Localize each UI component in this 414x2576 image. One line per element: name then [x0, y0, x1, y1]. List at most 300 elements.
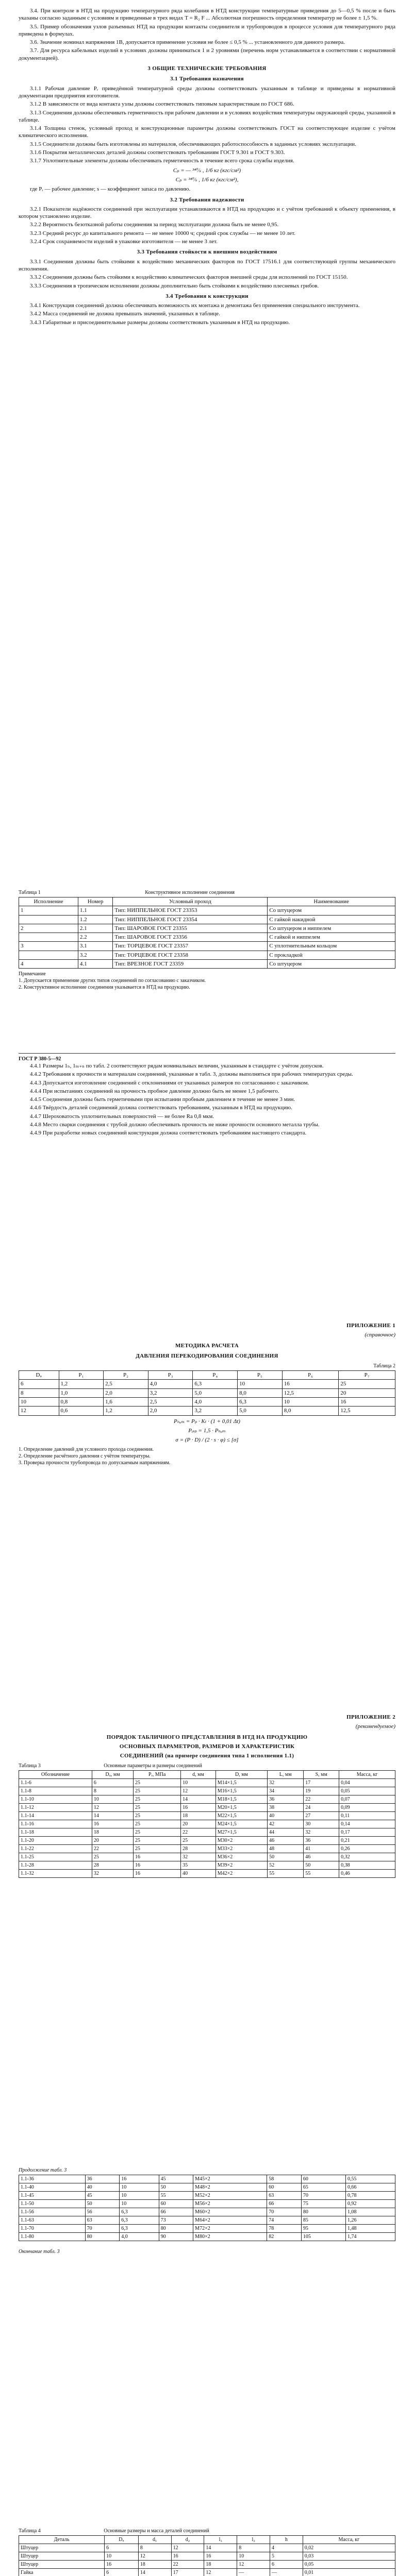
table-cell: 60 [267, 2183, 302, 2192]
table-cell: 10 [120, 2183, 159, 2192]
page-2-header: ГОСТ Р 380-5—92 [19, 1056, 61, 1062]
table-3-cont-label: Продолжение табл. 3 [19, 2167, 67, 2173]
table-cell: 10 [92, 1795, 133, 1804]
table-row [19, 924, 395, 933]
table-cell: 12 [181, 1787, 216, 1795]
table-cell: 6 [270, 2561, 303, 2569]
table-cell: 0,32 [339, 1853, 395, 1861]
table-row [19, 1406, 395, 1415]
table-cell: 5,0 [193, 1388, 238, 1397]
table-cell: Штуцер [19, 2561, 105, 2569]
table-row [19, 1795, 395, 1804]
column-header: L, мм [268, 1771, 304, 1779]
table-cell: 25 [134, 1787, 181, 1795]
table-3-title: Основные параметры и размеры соединений [104, 1763, 202, 1769]
table-cell: 3,2 [193, 1406, 238, 1415]
column-header: P₂ [104, 1371, 148, 1380]
table-cell: 8 [92, 1787, 133, 1795]
table-row [19, 906, 395, 915]
table-cell: 1.1-12 [19, 1804, 92, 1812]
table-cell: С прокладкой [268, 951, 395, 959]
column-header: Условный проход [113, 897, 268, 906]
table-cell: 28 [181, 1845, 216, 1853]
table-cell: 16 [171, 2552, 204, 2561]
table-cell: Со штуцером [268, 906, 395, 915]
table-cell: 25 [134, 1845, 181, 1853]
table-cell: 16 [282, 1380, 339, 1388]
table-3-continuation [0, 2164, 414, 2256]
table-cell: 16 [181, 1804, 216, 1812]
table-cell: 0,04 [339, 1779, 395, 1787]
table-row [19, 2175, 395, 2183]
appendix-1-title: ПРИЛОЖЕНИЕ 1 [346, 1323, 395, 1329]
table-cell: 6 [105, 2569, 139, 2576]
table-cell: 4 [270, 2544, 303, 2552]
table-cell: 56 [85, 2208, 120, 2216]
table-cell: 12 [92, 1804, 133, 1812]
table-4-block [0, 2524, 414, 2576]
appendix-1-formula-b: Pᵢₛₚ = 1,5 · Pₙₒₘ [188, 1427, 226, 1434]
table-cell: 30 [304, 1820, 339, 1828]
table-cell: 0,46 [339, 1870, 395, 1878]
table-row [19, 1845, 395, 1853]
table-row [19, 1853, 395, 1861]
table-cell: 3,2 [148, 1388, 193, 1397]
table-cell: 1.1-28 [19, 1861, 92, 1870]
table-cell: 18 [92, 1828, 133, 1837]
table-cell: 17 [304, 1779, 339, 1787]
table-cell: 0,11 [339, 1812, 395, 1820]
table-cell: 1,26 [345, 2216, 395, 2225]
table-cell: 0,03 [303, 2552, 395, 2561]
table-cell: 24 [304, 1804, 339, 1812]
table-cell: 63 [85, 2216, 120, 2225]
table-1-number: Таблица 1 [19, 890, 41, 895]
table-row [19, 2561, 395, 2569]
table-cell: Штуцер [19, 2544, 105, 2552]
table-cell: 2,0 [148, 1406, 193, 1415]
paragraph: 3.2.3 Средний ресурс до капитального ремонта — не менее 10000 ч; средний срок службы — не менее 10 лет. [30, 230, 295, 236]
table-row [19, 1837, 395, 1845]
table-cell: 16 [134, 1861, 181, 1870]
table-cell: 25 [134, 1837, 181, 1845]
table-cell: 8,0 [238, 1388, 283, 1397]
table-cell: 60 [301, 2175, 345, 2183]
table-cell: 32 [268, 1779, 304, 1787]
note-line: Примечание [19, 971, 46, 977]
table-1-block [0, 886, 414, 992]
table-cell: 10 [19, 1398, 59, 1406]
table-cell: 1.1-22 [19, 1845, 92, 1853]
table-cell: 12 [204, 2569, 237, 2576]
section-title: 3 ОБЩИЕ ТЕХНИЧЕСКИЕ ТРЕБОВАНИЯ [147, 65, 267, 72]
table-cell: 1.1-40 [19, 2183, 86, 2192]
table-cell: M14×1,5 [216, 1779, 267, 1787]
table-cell: 1.1-63 [19, 2216, 86, 2225]
table-4-number: Таблица 4 [19, 2528, 41, 2534]
table-cell: 1.2 [78, 915, 112, 924]
paragraph: 4.4.2 Требования к прочности и материалам соединений, указанные в табл. 3, должны выполняться при рабочих температурах среды. [30, 1071, 353, 1078]
section-paragraphs [19, 85, 395, 165]
table-cell: 10 [105, 2552, 139, 2561]
table-cell: M33×2 [216, 1845, 267, 1853]
paragraph: 3.1.5 Соединители должны быть изготовлены из материалов, обеспечивающих работоспособность в заданных условиях эксплуатации. [30, 141, 356, 147]
table-cell: M24×1,5 [216, 1820, 267, 1828]
paragraph: 3.3.1 Соединения должны быть стойкими к воздействию механических факторов по ГОСТ 17516.1 для соответствующей группы механического исполнения. [19, 258, 395, 272]
table-row [19, 2208, 395, 2216]
table-cell: Тип: ТОРЦЕВОЕ ГОСТ 23357 [113, 942, 268, 951]
table-row [19, 2200, 395, 2208]
table-cell: 85 [301, 2216, 345, 2225]
appendix-1-heading-2: ДАВЛЕНИЯ ПЕРЕКОДИРОВАНИЯ СОЕДИНЕНИЯ [136, 1352, 278, 1359]
table-cell: 1,6 [104, 1398, 148, 1406]
table-cell: 1,0 [59, 1388, 104, 1397]
subsection-title-4: 3.4 Требования к конструкции [165, 293, 249, 299]
table-cell: 45 [85, 2192, 120, 2200]
table-3-number: Таблица 3 [19, 1763, 41, 1769]
table-cell: 16 [339, 1398, 395, 1406]
table-cell: M22×1,5 [216, 1812, 267, 1820]
table-1-title: Конструктивное исполнение соединения [145, 890, 235, 895]
table-cell: 10 [120, 2200, 159, 2208]
table-cell: 3.2 [78, 951, 112, 959]
intro-paragraph: 3.7. Для ресурса кабельных изделий в условиях должны приниматься 1 и 2 уровнями (перечень норм устанавливается в соответствии с нормативной документацией). [19, 47, 395, 61]
table-cell: 6 [105, 2544, 139, 2552]
table-cell: 22 [171, 2561, 204, 2569]
table-cell [19, 933, 78, 942]
table-cell: 4.1 [78, 960, 112, 969]
formula-where: где Pᵣ — рабочее давление; s — коэффициент запаса по давлению. [30, 186, 191, 193]
paragraph: 3.1.3 Соединения должны обеспечивать герметичность при рабочем давлении и в условиях воздействия температуры окружающей среды, указанной в таблице. [19, 109, 395, 123]
table-cell: 105 [301, 2233, 345, 2241]
appendix-1-formula-a: Pₙₒₘ = Pₚ · Kₜ · (1 + 0,01 Δt) [174, 1418, 240, 1425]
table-cell: 5,0 [238, 1406, 283, 1415]
paragraph: 3.2.1 Показатели надёжности соединений при эксплуатации устанавливаются в НТД на продукцию и с учётом требований к объекту применения, в котором установлено изделие. [19, 206, 395, 220]
table-cell: 22 [92, 1845, 133, 1853]
table-cell: Тип: НИППЕЛЬНОЕ ГОСТ 23353 [113, 906, 268, 915]
table-cell: 55 [304, 1870, 339, 1878]
table-cell: 46 [304, 1853, 339, 1861]
table-row [19, 1820, 395, 1828]
table-row [19, 960, 395, 969]
table-cell: 18 [138, 2561, 171, 2569]
table-cell: 18 [181, 1812, 216, 1820]
table-cell: 28 [92, 1861, 133, 1870]
table-cell: 2.1 [78, 924, 112, 933]
table-cell: 1.1-20 [19, 1837, 92, 1845]
table-cell: M16×1,5 [216, 1787, 267, 1795]
table-1-notes [19, 971, 395, 991]
table-cell: 1.1-8 [19, 1787, 92, 1795]
table-row [19, 942, 395, 951]
table-cell [19, 951, 78, 959]
paragraph: 4.4.4 При испытаниях соединений на прочность пробное давление должно быть не менее 1,5 рабочего. [30, 1088, 279, 1094]
table-cell: 0,78 [345, 2192, 395, 2200]
formula-1: Cₚ = — ³⁴⁰⁄ₛ , 1/б кг (кгс/см²) [173, 167, 241, 174]
page-2-paragraphs [19, 1062, 395, 1137]
appendix-1-sub: (справочное) [365, 1332, 395, 1338]
table-cell: 63 [267, 2192, 302, 2200]
table-cell: 2,0 [104, 1388, 148, 1397]
table-cell: 6 [92, 1779, 133, 1787]
table-cell: 58 [267, 2175, 302, 2183]
table-cell: 82 [267, 2233, 302, 2241]
table-cell: 1.1-50 [19, 2200, 86, 2208]
table-row [19, 2544, 395, 2552]
table-row [19, 2225, 395, 2233]
table-cell: 6,3 [238, 1398, 283, 1406]
appendix-2-heading-2: ОСНОВНЫХ ПАРАМЕТРОВ, РАЗМЕРОВ И ХАРАКТЕРИСТИК [119, 1743, 295, 1750]
table-cell: 25 [134, 1812, 181, 1820]
table-cell: 1 [19, 906, 78, 915]
table-cell: 12,5 [339, 1406, 395, 1415]
column-header: P₄ [193, 1371, 238, 1380]
table-cell: M30×2 [216, 1837, 267, 1845]
table-row [19, 1398, 395, 1406]
table-row [19, 1779, 395, 1787]
table-cell: 12 [237, 2561, 270, 2569]
table-cell: 1.1-80 [19, 2233, 86, 2241]
table-row [19, 1870, 395, 1878]
table-cell: Со штуцером [268, 960, 395, 969]
table-cell: 70 [85, 2225, 120, 2233]
table-cell: 52 [268, 1861, 304, 1870]
column-header: Масса, кг [339, 1771, 395, 1779]
appendix-2 [0, 1710, 414, 1878]
table-cell: 10 [181, 1779, 216, 1787]
appendix-2-sub: (рекомендуемое) [355, 1723, 395, 1730]
table-cell: 1.1-56 [19, 2208, 86, 2216]
table-cell: 16 [92, 1820, 133, 1828]
table-cell: Тип: ТОРЦЕВОЕ ГОСТ 23358 [113, 951, 268, 959]
table-cell: 0,38 [339, 1861, 395, 1870]
table-cell: 95 [301, 2225, 345, 2233]
table-cell: 12 [171, 2544, 204, 2552]
table-cell: 1.1-70 [19, 2225, 86, 2233]
column-header: d₂ [171, 2536, 204, 2544]
table-cell: 22 [181, 1828, 216, 1837]
table-cell: 1.1-32 [19, 1870, 92, 1878]
table-row [19, 951, 395, 959]
appendix-1-heading: МЕТОДИКА РАСЧЕТА [175, 1342, 239, 1349]
table-cell: 8 [237, 2544, 270, 2552]
table-cell: 0,66 [345, 2183, 395, 2192]
table-cell: 25 [134, 1795, 181, 1804]
table-cell: 2 [19, 924, 78, 933]
table-cell: 27 [304, 1812, 339, 1820]
table-cell: 66 [159, 2208, 193, 2216]
table-cell: 20 [339, 1388, 395, 1397]
table-cell: M39×2 [216, 1861, 267, 1870]
table-row [19, 1388, 395, 1397]
table-cell: Тип: ВРЕЗНОЕ ГОСТ 23359 [113, 960, 268, 969]
table-cell: 48 [268, 1845, 304, 1853]
table-cell: 25 [339, 1380, 395, 1388]
table-cell: 0,14 [339, 1820, 395, 1828]
table-cell: 1,2 [59, 1380, 104, 1388]
document-page-2 [0, 1051, 414, 1138]
paragraph: 3.1.7 Уплотнительные элементы должны обеспечивать герметичность в течение всего срока службы изделия. [30, 158, 294, 164]
table-cell: 1,48 [345, 2225, 395, 2233]
table-row [19, 1380, 395, 1388]
subsection-title-3: 3.3 Требования стойкости к внешним воздействиям [137, 249, 277, 256]
table-cell [19, 915, 78, 924]
appendix-1 [0, 1319, 414, 1467]
table-cell: 8 [19, 1388, 59, 1397]
table-cell: Гайка [19, 2569, 105, 2576]
table-cell: 1,74 [345, 2233, 395, 2241]
table-cell: 0,55 [345, 2175, 395, 2183]
table-cell: 1.1-25 [19, 1853, 92, 1861]
table-cell: M27×1,5 [216, 1828, 267, 1837]
table-cell: 60 [159, 2200, 193, 2208]
table-4-title: Основные размеры и масса деталей соединений [104, 2528, 209, 2534]
column-header: h [270, 2536, 303, 2544]
table-row [19, 1828, 395, 1837]
table-cell: M42×2 [216, 1870, 267, 1878]
table-cell: 40 [268, 1812, 304, 1820]
table-cell: 1,2 [104, 1406, 148, 1415]
table-cell: 17 [171, 2569, 204, 2576]
table-cell: M72×2 [193, 2225, 267, 2233]
table-cell: 2.2 [78, 933, 112, 942]
appendix-2-title: ПРИЛОЖЕНИЕ 2 [346, 1714, 395, 1720]
table-cell: M64×2 [193, 2216, 267, 2225]
table-cell: 45 [159, 2175, 193, 2183]
table-cell: 6,3 [120, 2208, 159, 2216]
column-header: Pᵣ, МПа [134, 1771, 181, 1779]
table-cell: 6,3 [120, 2225, 159, 2233]
table-cell: 70 [301, 2192, 345, 2200]
table-cell: 1,08 [345, 2208, 395, 2216]
table-cell: 25 [92, 1853, 133, 1861]
intro-paragraphs [19, 7, 395, 62]
table-cell: 16 [134, 1870, 181, 1878]
table-cell: Штуцер [19, 2552, 105, 2561]
table-row [19, 1804, 395, 1812]
paragraph: 3.1.2 В зависимости от вида контакта узлы должны соответствовать типовым характеристикам по ГОСТ 686. [30, 101, 294, 108]
table-cell: 50 [304, 1861, 339, 1870]
paragraph: 3.4.1 Конструкция соединений должна обеспечивать возможность их монтажа и демонтажа без применения специального инструмента. [30, 302, 360, 309]
table-cell: 38 [268, 1804, 304, 1812]
subsection-title-2: 3.2 Требования надежности [170, 196, 244, 203]
table-cell: 0,09 [339, 1804, 395, 1812]
paragraph: 4.4.9 При разработке новых соединений конструкция должна соответствовать требованиям настоящего стандарта. [30, 1130, 307, 1137]
table-cell: 80 [159, 2225, 193, 2233]
column-header: Деталь [19, 2536, 105, 2544]
table-cell: 2,5 [148, 1398, 193, 1406]
table-cell: 78 [267, 2225, 302, 2233]
construction-paragraphs [19, 302, 395, 326]
paragraph: 4.4.3 Допускается изготовление соединений с отклонениями от указанных размеров по согласованию с заказчиком. [30, 1079, 309, 1086]
appendix-1-notes [19, 1446, 395, 1466]
column-header: Dᵤ [19, 1371, 59, 1380]
table-cell: 25 [134, 1828, 181, 1837]
table-cell: 4,0 [148, 1380, 193, 1388]
table-row [19, 2183, 395, 2192]
table-cell: 5 [270, 2552, 303, 2561]
intro-paragraph: 3.4. При контроле в НТД на продукцию температурного ряда колебания в НТД конструкции температурные приведения до 5—0,5 % после и быть указаны согласно заданным с условиям и приведенные в трех видах Т = R₂ F ... Абсолютная погрешность определения температур не более ± 1,5 %. [19, 8, 395, 22]
table-cell: 0,6 [59, 1406, 104, 1415]
table-cell: 4,0 [193, 1398, 238, 1406]
table-cell: 40 [181, 1870, 216, 1878]
table-cell: 14 [204, 2544, 237, 2552]
table-cell: 12,5 [282, 1388, 339, 1397]
table-cell: 46 [268, 1837, 304, 1845]
table-cell: Тип: ШАРОВОЕ ГОСТ 23355 [113, 924, 268, 933]
table-cell: 0,02 [303, 2544, 395, 2552]
table-cell: 0,01 [303, 2569, 395, 2576]
table-cell: 1.1-16 [19, 1820, 92, 1828]
table-cell: 20 [92, 1837, 133, 1845]
table-4 [19, 2535, 395, 2576]
table-cell: M20×1,5 [216, 1804, 267, 1812]
table-3-end-label: Окончание табл. 3 [19, 2249, 60, 2255]
column-header: P₅ [238, 1371, 283, 1380]
table-cell: 4 [19, 960, 78, 969]
paragraph: 4.4.7 Шероховатость уплотнительных поверхностей — не более Ra 0,8 мкм. [30, 1113, 214, 1120]
table-cell: С гайкой и ниппелем [268, 933, 395, 942]
paragraph: 3.1.4 Толщина стенок, условный проход и конструкционные параметры должны соответствовать ГОСТ на соответствующее изделие с учётом климатического исполнения. [19, 125, 395, 139]
table-cell: M45×2 [193, 2175, 267, 2183]
table-cell: 75 [301, 2200, 345, 2208]
table-cell: 6,3 [193, 1380, 238, 1388]
table-cell: 3.1 [78, 942, 112, 951]
table-cell: 16 [134, 1853, 181, 1861]
table-cell: 14 [92, 1812, 133, 1820]
paragraph: 3.4.2 Масса соединений не должна превышать значений, указанных в таблице. [30, 311, 220, 317]
table-row [19, 1787, 395, 1795]
table-cell: 40 [85, 2183, 120, 2192]
table-cell: Тип: ШАРОВОЕ ГОСТ 23356 [113, 933, 268, 942]
table-cell: 80 [301, 2208, 345, 2216]
table-cell: 66 [267, 2200, 302, 2208]
paragraph: 3.1.6 Покрытия металлических деталей должны соответствовать требованиям ГОСТ 9.301 и ГОСТ 9.303. [30, 149, 285, 156]
table-cell: 32 [304, 1828, 339, 1837]
table-row [19, 2192, 395, 2200]
table-cell: — [270, 2569, 303, 2576]
column-header: Dᵤ, мм [92, 1771, 133, 1779]
table-cell: 35 [181, 1861, 216, 1870]
table-cell: 36 [268, 1795, 304, 1804]
table-3 [19, 1770, 395, 1878]
table-cell: 32 [92, 1870, 133, 1878]
table-cell: 10 [282, 1398, 339, 1406]
table-cell: 74 [267, 2216, 302, 2225]
paragraph: 4.4.6 Твёрдость деталей соединений должна соответствовать требованиям, указанным в НТД на продукцию. [30, 1105, 292, 1111]
column-header: Номер [78, 897, 112, 906]
column-header: l₂ [237, 2536, 270, 2544]
column-header: Dᵤ [105, 2536, 139, 2544]
table-cell: 55 [159, 2192, 193, 2200]
table-cell: M36×2 [216, 1853, 267, 1861]
table-cell: 42 [268, 1820, 304, 1828]
column-header: S, мм [304, 1771, 339, 1779]
table-cell: 73 [159, 2216, 193, 2225]
column-header: Наименование [268, 897, 395, 906]
table-cell: 3 [19, 942, 78, 951]
paragraph: 4.4.5 Соединения должны быть герметичными при испытании пробным давлением в течение не менее 3 мин. [30, 1096, 295, 1103]
table-cell: 2,5 [104, 1380, 148, 1388]
note-line: 1. Определение давлений для условного прохода соединения. [19, 1446, 154, 1452]
table-row [19, 2233, 395, 2241]
table-cell: 44 [268, 1828, 304, 1837]
table-row [19, 2569, 395, 2576]
table-cell: 65 [301, 2183, 345, 2192]
table-cell: 1.1-6 [19, 1779, 92, 1787]
appendix-1-formula-c: σ = (P · D) / (2 · s · φ) ≤ [σ] [175, 1437, 239, 1444]
table-cell: 36 [304, 1837, 339, 1845]
